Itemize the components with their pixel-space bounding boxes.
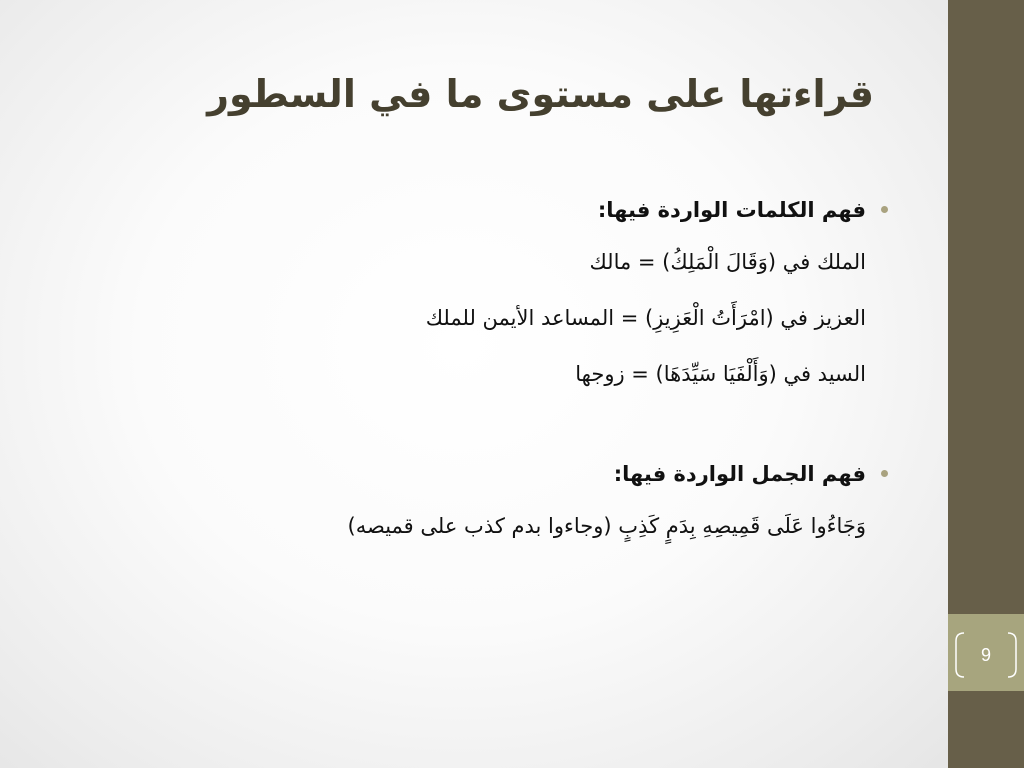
content-line: العزيز في (امْرَأَتُ الْعَزِيزِ) = المساعد الأيمن للملك xyxy=(425,306,866,330)
content-line: الملك في (وَقَالَ الْمَلِكُ) = مالك xyxy=(589,250,866,274)
bullet-icon xyxy=(881,470,888,477)
bullet-icon xyxy=(881,206,888,213)
slide-content xyxy=(90,186,866,554)
content-line: وَجَاءُوا عَلَى قَمِيصِهِ بِدَمٍ كَذِبٍ (وجاءوا بدم كذب على قميصه) xyxy=(347,514,866,538)
page-number: 9 xyxy=(980,645,991,665)
section-spacer xyxy=(90,402,866,450)
bullet-heading-text: فهم الجمل الواردة فيها: xyxy=(613,462,866,486)
bullet-heading-words xyxy=(90,186,866,234)
slide-title: قراءتها على مستوى ما في السطور xyxy=(207,72,874,116)
page-number-frame xyxy=(954,631,1018,679)
bullet-heading-sentences xyxy=(90,450,866,498)
content-line: السيد في (وَأَلْفَيَا سَيِّدَهَا) = زوجها xyxy=(575,362,866,386)
bullet-heading-text: فهم الكلمات الواردة فيها: xyxy=(597,198,866,222)
